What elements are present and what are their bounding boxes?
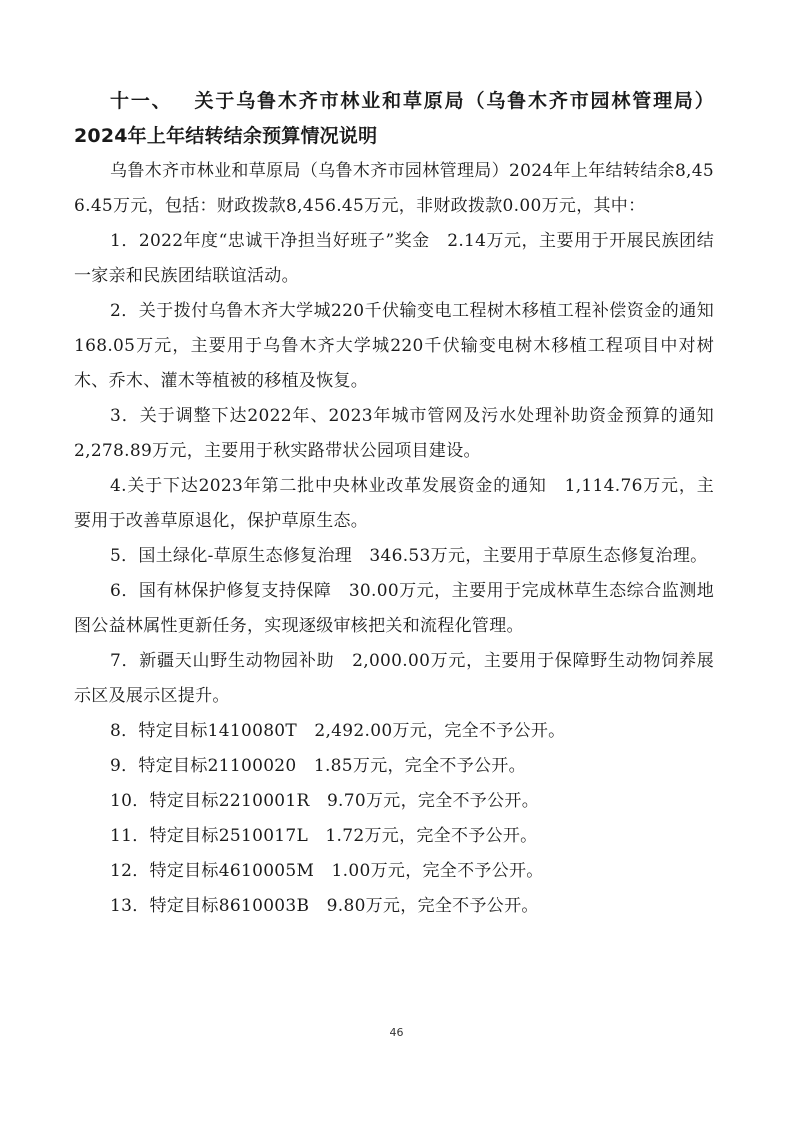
list-item: 12．特定目标4610005M 1.00万元，完全不予公开。 bbox=[110, 861, 544, 881]
list-item: 3．关于调整下达2022年、2023年城市管网及污水处理补助资金预算的通知 2,278.89万元，主要用于秋实路带状公园项目建设。 bbox=[74, 406, 732, 461]
list-item: 9．特定目标21100020 1.85万元，完全不予公开。 bbox=[110, 756, 526, 776]
page-number: 46 bbox=[389, 1026, 404, 1039]
list-item: 11．特定目标2510017L 1.72万元，完全不予公开。 bbox=[110, 826, 538, 846]
list-item: 5．国土绿化-草原生态修复治理 346.53万元，主要用于草原生态修复治理。 bbox=[110, 546, 708, 566]
list-item: 7．新疆天山野生动物园补助 2,000.00万元，主要用于保障野生动物饲养展示区及展示区提升。 bbox=[74, 651, 714, 706]
section-title: 关于乌鲁木齐市林业和草原局（乌鲁木齐市园林管理局）2024年上年结转结余预算情况说明 bbox=[74, 90, 714, 147]
list-item: 1．2022年度“忠诚干净担当好班子”奖金 2.14万元，主要用于开展民族团结一家亲和民族团结联谊活动。 bbox=[74, 231, 714, 286]
list-item: 10．特定目标2210001R 9.70万元，完全不予公开。 bbox=[110, 791, 539, 811]
list-item: 2．关于拨付乌鲁木齐大学城220千伏输变电工程树木移植工程补偿资金的通知 168.05万元，主要用于乌鲁木齐大学城220千伏输变电树木移植工程项目中对树木、乔木、灌木等植被的移植及恢复。 bbox=[74, 301, 732, 391]
section-heading bbox=[74, 84, 714, 154]
section-number: 十一、 bbox=[110, 90, 173, 112]
document-page bbox=[74, 84, 732, 924]
list-item: 6．国有林保护修复支持保障 30.00万元，主要用于完成林草生态综合监测地图公益林属性更新任务，实现逐级审核把关和流程化管理。 bbox=[74, 581, 714, 636]
list-item: 4.关于下达2023年第二批中央林业改革发展资金的通知 1,114.76万元，主要用于改善草原退化，保护草原生态。 bbox=[74, 476, 714, 531]
list-item: 8．特定目标1410080T 2,492.00万元，完全不予公开。 bbox=[110, 721, 566, 741]
intro-paragraph: 乌鲁木齐市林业和草原局（乌鲁木齐市园林管理局）2024年上年结转结余8,456.45万元，包括：财政拨款8,456.45万元，非财政拨款0.00万元，其中： bbox=[74, 161, 714, 216]
list-item: 13．特定目标8610003B 9.80万元，完全不予公开。 bbox=[110, 896, 539, 916]
